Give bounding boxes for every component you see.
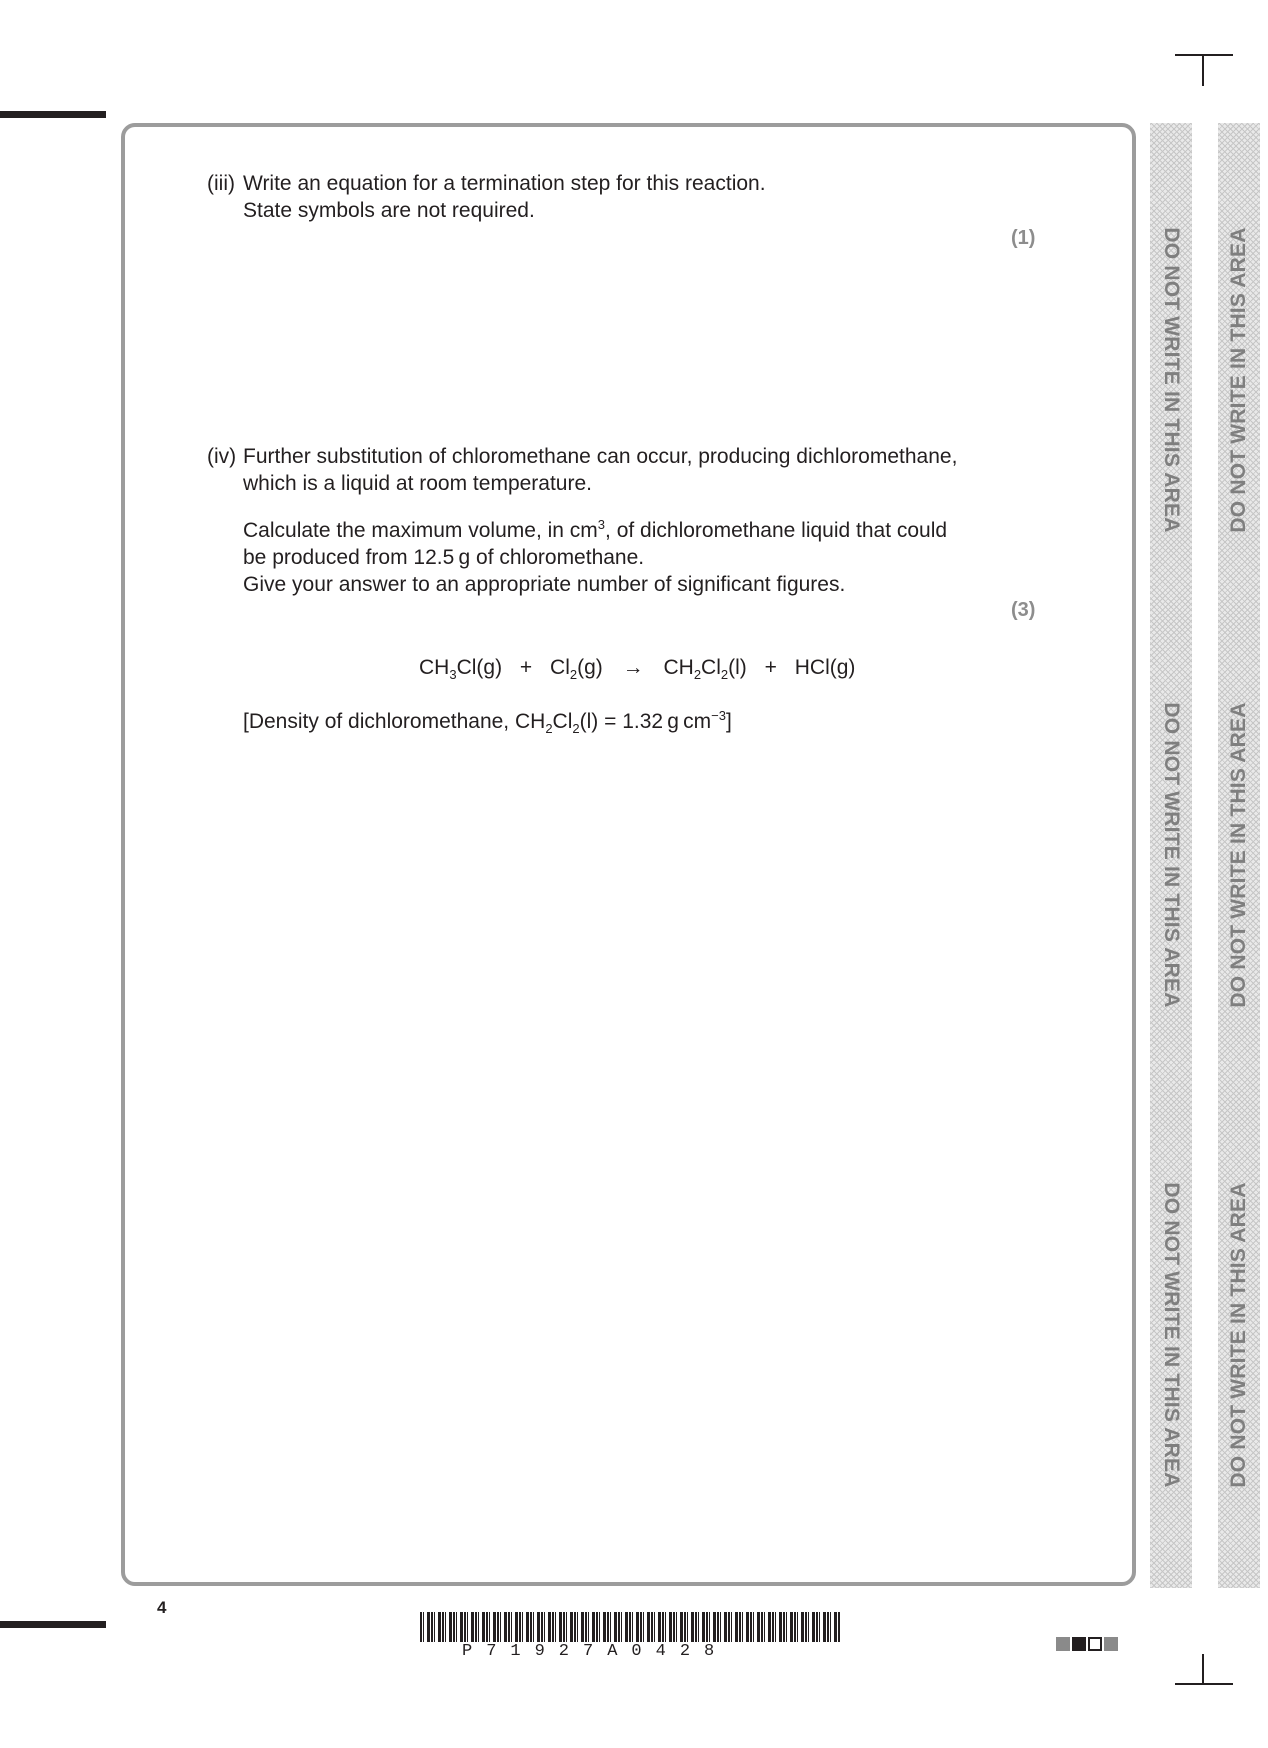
question-iv-line3-pre: Calculate the maximum volume, in cm [243,519,598,542]
margin-warning-inner-3: DO NOT WRITE IN THIS AREA [1160,1182,1183,1488]
reaction-equation [419,654,855,681]
question-iv-line2: which is a liquid at room temperature. [243,472,592,495]
question-iv-line5: Give your answer to an appropriate number of significant figures. [243,573,846,596]
crop-mark-top-h [1175,54,1233,56]
question-iii-line2: State symbols are not required. [243,199,535,222]
question-iv-line3-post: , of dichloromethane liquid that could [605,519,948,542]
question-iv-label: (iv) [207,445,237,468]
margin-warning-outer-1: DO NOT WRITE IN THIS AREA [1227,227,1250,533]
barcode-number: P71927A0428 [462,1642,729,1661]
crop-mark-bottom-h [1175,1683,1233,1685]
eq-arrow: → [622,656,644,679]
question-iv-marks: (3) [1011,599,1036,621]
page-marker-square-1 [1056,1637,1070,1651]
page-marker-square-3 [1088,1637,1102,1651]
margin-warning-outer-2: DO NOT WRITE IN THIS AREA [1227,702,1250,1008]
eq-product-2: HCl(g) [794,656,856,679]
margin-warning-inner-2: DO NOT WRITE IN THIS AREA [1160,702,1183,1008]
left-edge-bar-bottom [0,1621,106,1628]
page-marker-square-4 [1104,1637,1118,1651]
barcode [420,1612,840,1642]
page-number: 4 [157,1598,167,1617]
question-iv-line4: be produced from 12.5 g of chloromethane. [243,546,645,569]
margin-warning-outer-3: DO NOT WRITE IN THIS AREA [1227,1182,1250,1488]
crop-mark-top-v [1202,54,1204,86]
eq-plus-1: + [519,656,533,679]
page-marker-square-2 [1072,1637,1086,1651]
question-iii-label: (iii) [207,172,235,195]
question-iv-line3-sup: 3 [597,517,606,532]
question-iv-line3 [243,517,947,544]
density-note: [Density of dichloromethane, $CH_2Cl_2(l) = 1.32$ g $cm^{-3}$] [243,708,732,737]
eq-reactant-2: $Cl_2(g)$ [550,656,603,683]
margin-warning-inner-1: DO NOT WRITE IN THIS AREA [1160,227,1183,533]
eq-plus-2: + [764,656,777,679]
question-iv-line1: Further substitution of chloromethane can occur, producing dichloromethane, [243,445,958,468]
left-edge-bar-top [0,111,106,118]
eq-reactant-1: $CH_3Cl(g)$ [419,656,503,683]
eq-product-1: $CH_2Cl_2(l)$ [663,656,747,683]
question-iii-marks: (1) [1011,227,1036,249]
crop-mark-bottom-v [1202,1654,1204,1685]
question-iii-line1: Write an equation for a termination step for this reaction. [243,172,766,195]
answer-frame [121,123,1136,1586]
